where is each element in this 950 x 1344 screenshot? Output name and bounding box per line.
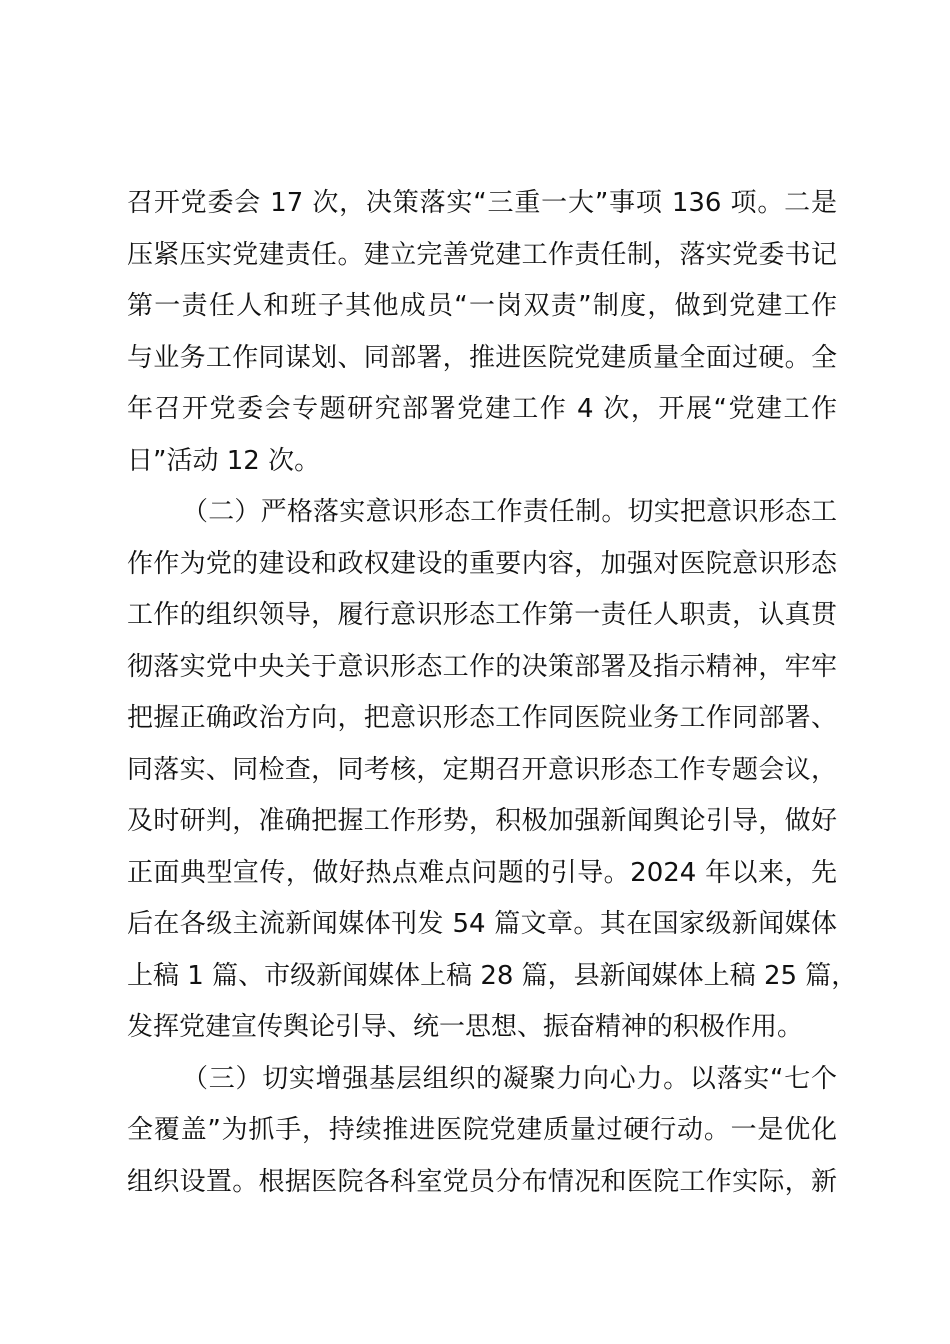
text-line: 压紧压实党建责任。建立完善党建工作责任制，落实党委书记 [127,239,837,270]
text-line: 发挥党建宣传舆论引导、统一思想、振奋精神的积极作用。 [127,1012,804,1042]
text-line: 把握正确政治方向，把意识形态工作同医院业务工作同部署、 [127,703,837,733]
text-line: 及时研判，准确把握工作形势，积极加强新闻舆论引导，做好 [127,806,837,836]
body-text [127,178,858,1208]
text-line: 作作为党的建设和政权建设的重要内容，加强对医院意识形态 [127,548,837,579]
text-line: 彻落实党中央关于意识形态工作的决策部署及指示精神，牢牢 [127,651,837,682]
text-line: 同落实、同检查，同考核，定期召开意识形态工作专题会议， [127,754,837,785]
section-heading-line: （二）严格落实意识形态工作责任制。切实把意识形态工 [182,497,837,527]
text-line: 正面典型宣传，做好热点难点问题的引导。2024 年以来，先 [127,857,837,888]
text-line: 全覆盖”为抓手，持续推进医院党建质量过硬行动。一是优化 [127,1115,837,1145]
section-heading-line: （三）切实增强基层组织的凝聚力向心力。以落实“七个 [182,1063,837,1094]
text-line: 与业务工作同谋划、同部署，推进医院党建质量全面过硬。全 [127,342,837,373]
text-line: 组织设置。根据医院各科室党员分布情况和医院工作实际，新 [127,1166,837,1197]
text-line: 后在各级主流新闻媒体刊发 54 篇文章。其在国家级新闻媒体 [127,909,837,939]
text-line: 日”活动 12 次。 [127,445,321,476]
text-line: 工作的组织领导，履行意识形态工作第一责任人职责，认真贯 [127,600,837,630]
text-line: 第一责任人和班子其他成员“一岗双责”制度，做到党建工作 [127,291,837,321]
text-line: 召开党委会 17 次，决策落实“三重一大”事项 136 项。二是 [127,188,837,218]
text-line: 上稿 1 篇、市级新闻媒体上稿 28 篇，县新闻媒体上稿 25 篇， [127,960,858,991]
text-line: 年召开党委会专题研究部署党建工作 4 次，开展“党建工作 [127,394,837,424]
